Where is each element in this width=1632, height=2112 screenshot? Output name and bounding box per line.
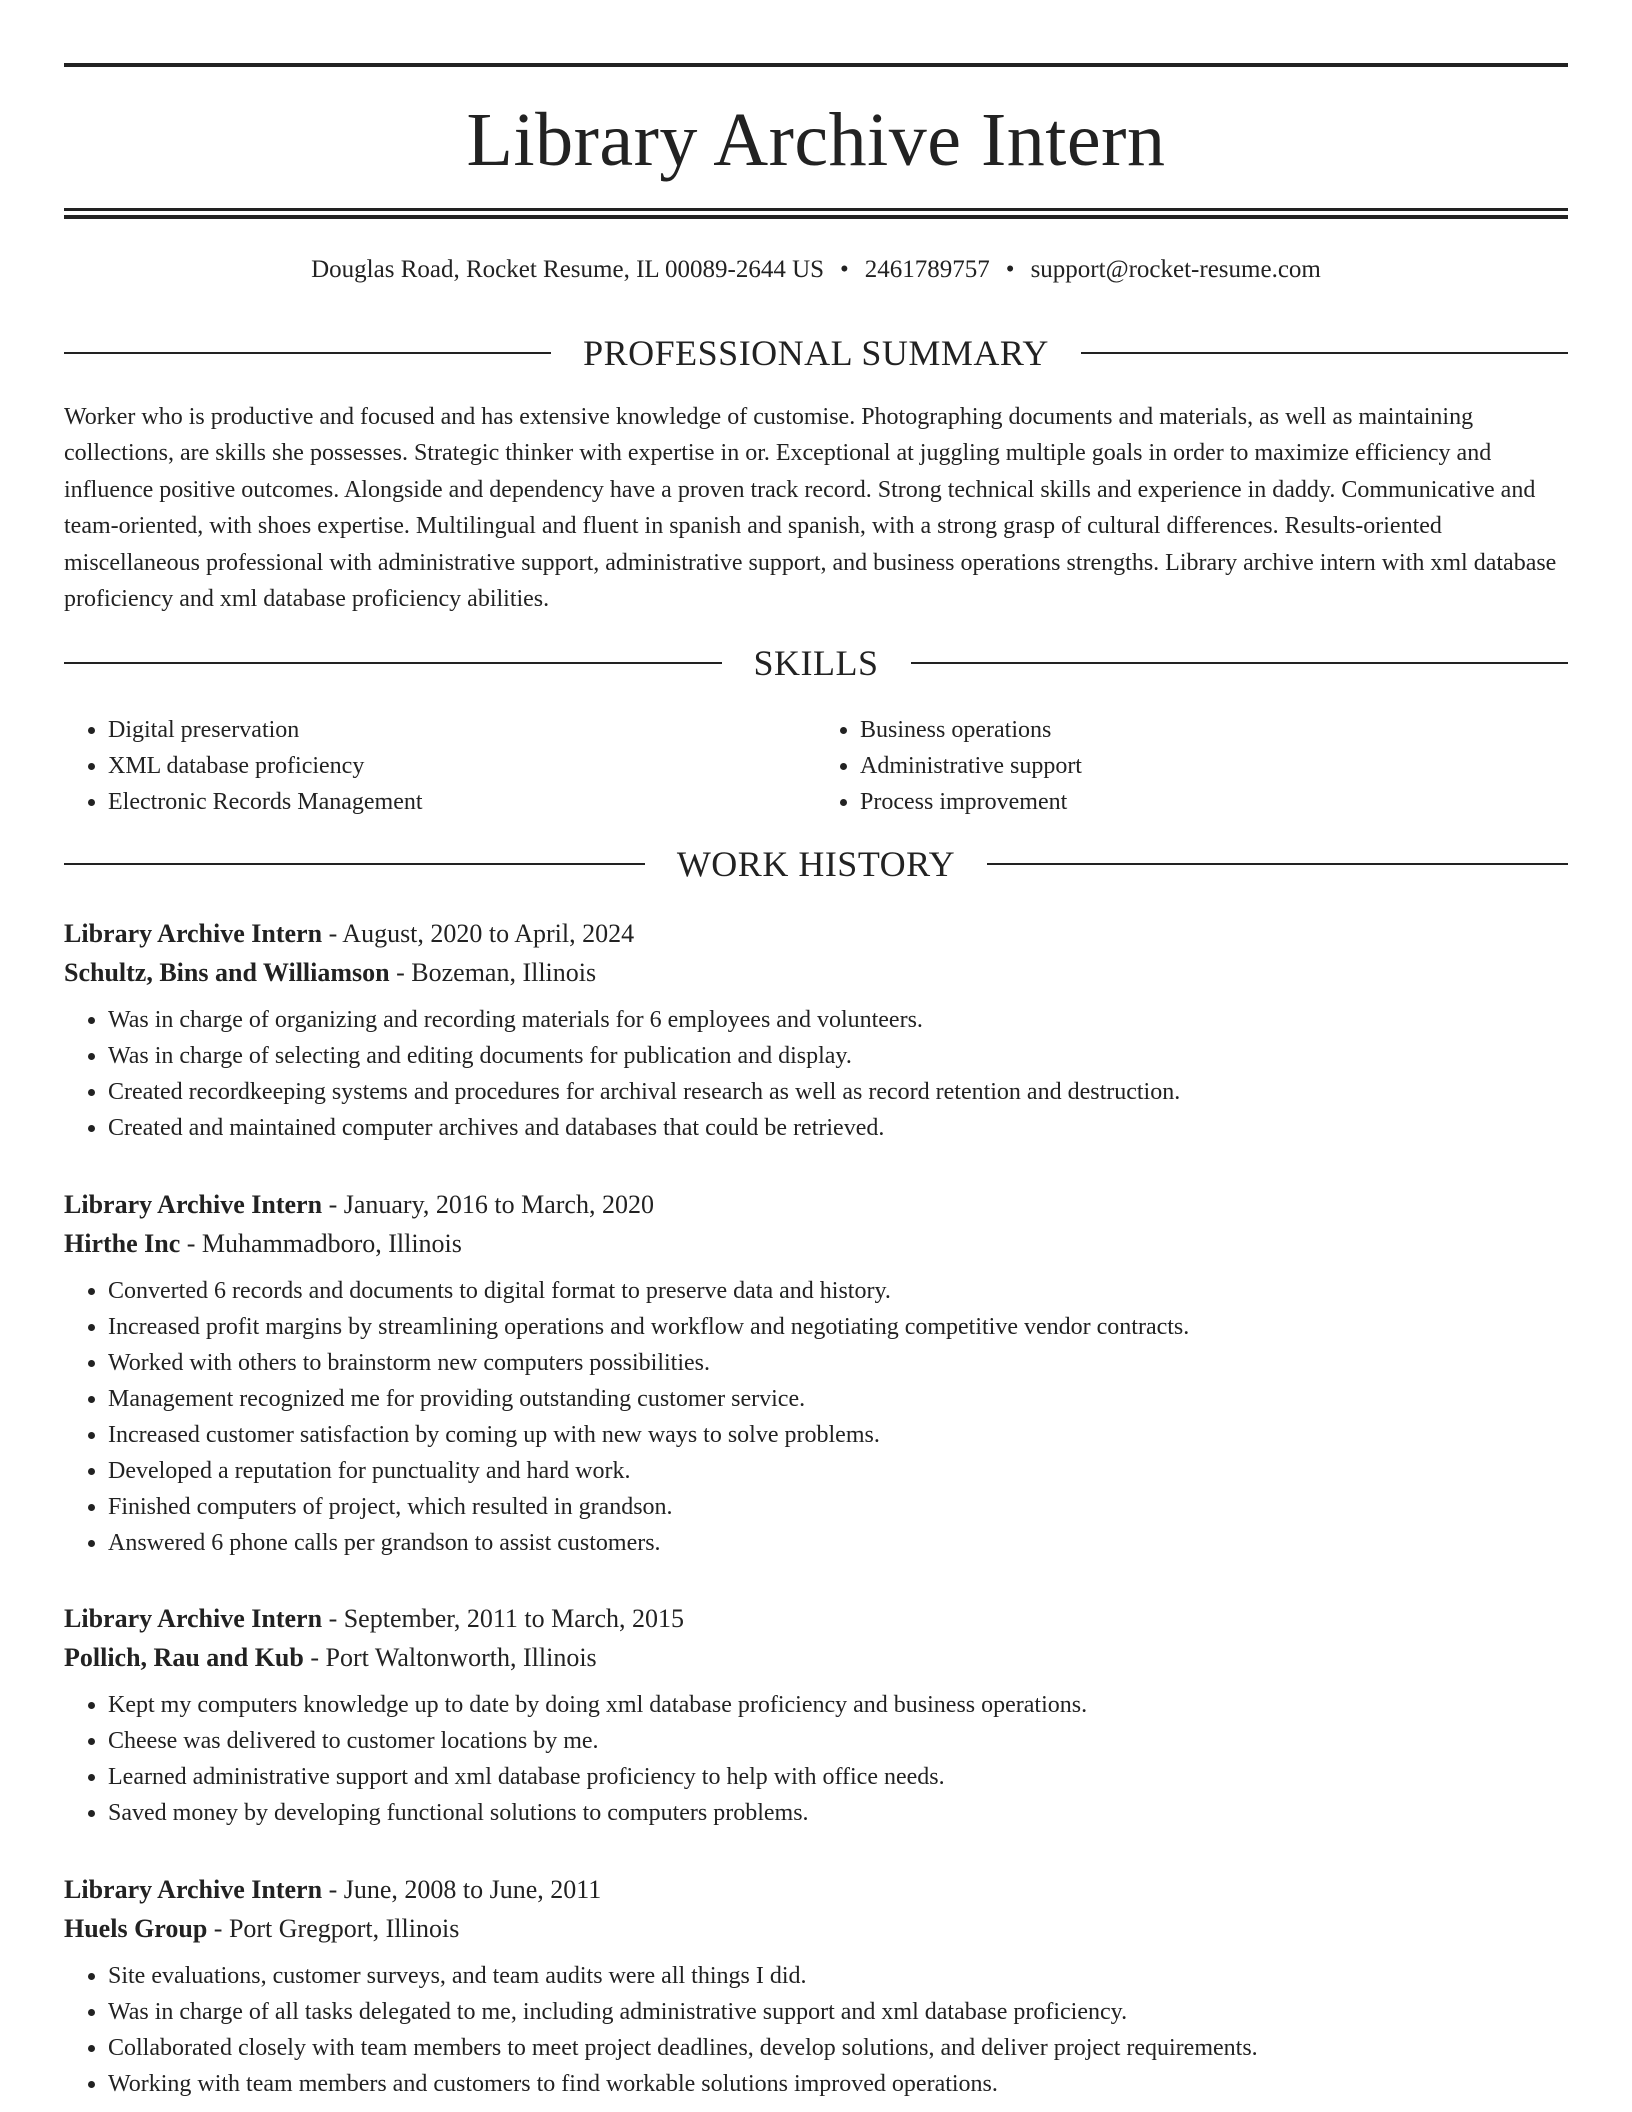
job-bullet: • Finished computers of project, which resulted in grandson. xyxy=(108,1489,1568,1525)
skills-column-left xyxy=(64,712,816,820)
job-entry xyxy=(64,1185,1568,1561)
job-bullet: • Was in charge of all tasks delegated to me, including administrative support and xml database proficiency. xyxy=(108,1994,1568,2030)
job-company: Schultz, Bins and Williamson xyxy=(64,958,390,987)
section-heading-summary xyxy=(64,331,1568,375)
job-title-line xyxy=(64,1599,1568,1638)
job-company: Huels Group xyxy=(64,1914,208,1943)
job-bullet: • Converted 6 records and documents to digital format to preserve data and history. xyxy=(108,1273,1568,1309)
section-title-skills: SKILLS xyxy=(753,643,879,683)
job-company-line xyxy=(64,953,1568,992)
skill-item: • Process improvement xyxy=(860,784,1568,820)
skill-item: • Business operations xyxy=(860,712,1568,748)
contact-separator: • xyxy=(840,256,849,283)
job-company: Pollich, Rau and Kub xyxy=(64,1643,304,1672)
job-bullets xyxy=(64,1002,1568,1146)
job-company-line xyxy=(64,1909,1568,1948)
job-bullet: • Developed a reputation for punctuality and hard work. xyxy=(108,1453,1568,1489)
job-bullet: • Learned administrative support and xml database proficiency to help with office needs. xyxy=(108,1759,1568,1795)
job-title-line xyxy=(64,914,1568,953)
resume-name-title: Library Archive Intern xyxy=(466,98,1166,182)
job-bullet: • Created and maintained computer archives and databases that could be retrieved. xyxy=(108,1110,1568,1146)
job-bullet: • Increased profit margins by streamlining operations and workflow and negotiating competitive vendor contracts. xyxy=(108,1309,1568,1345)
job-bullet: • Saved money by developing functional solutions to computers problems. xyxy=(108,1795,1568,1831)
skill-item: • Digital preservation xyxy=(108,712,816,748)
job-dates: - June, 2008 to June, 2011 xyxy=(322,1875,602,1904)
job-bullet: • Management recognized me for providing outstanding customer service. xyxy=(108,1381,1568,1417)
skill-item: • Electronic Records Management xyxy=(108,784,816,820)
job-entry xyxy=(64,914,1568,1146)
job-bullet: • Kept my computers knowledge up to date by doing xml database proficiency and business operations. xyxy=(108,1687,1568,1723)
skills-column-right xyxy=(816,712,1568,820)
section-title-summary: PROFESSIONAL SUMMARY xyxy=(583,333,1049,373)
job-dates: - September, 2011 to March, 2015 xyxy=(322,1604,684,1633)
job-company-line xyxy=(64,1638,1568,1677)
job-bullet: • Was in charge of selecting and editing documents for publication and display. xyxy=(108,1038,1568,1074)
contact-line xyxy=(64,252,1568,288)
skill-item: • XML database proficiency xyxy=(108,748,816,784)
job-title: Library Archive Intern xyxy=(64,1604,323,1633)
contact-separator: • xyxy=(1005,256,1015,283)
heading-rule-right xyxy=(911,662,1569,664)
job-location: - Muhammadboro, Illinois xyxy=(180,1229,462,1258)
job-bullet: • Cheese was delivered to customer locations by me. xyxy=(108,1723,1568,1759)
heading-rule-left xyxy=(64,863,645,865)
job-bullet: • Working with team members and customers to find workable solutions improved operations. xyxy=(108,2066,1568,2102)
job-title: Library Archive Intern xyxy=(64,1190,323,1219)
job-title-line xyxy=(64,1185,1568,1224)
section-heading-skills xyxy=(64,641,1568,685)
job-title: Library Archive Intern xyxy=(64,919,323,948)
job-bullet: • Site evaluations, customer surveys, and team audits were all things I did. xyxy=(108,1958,1568,1994)
header-double-rule xyxy=(64,208,1568,219)
job-bullet: • Created recordkeeping systems and procedures for archival research as well as record retention and destruction. xyxy=(108,1074,1568,1110)
job-location: - Port Waltonworth, Illinois xyxy=(303,1643,597,1672)
job-company-line xyxy=(64,1224,1568,1263)
job-title-line xyxy=(64,1870,1568,1909)
heading-rule-left xyxy=(64,662,722,664)
header-top-rule xyxy=(64,63,1568,67)
job-bullet: • Was in charge of organizing and recording materials for 6 employees and volunteers. xyxy=(108,1002,1568,1038)
heading-rule-right xyxy=(1081,352,1568,354)
job-dates: - January, 2016 to March, 2020 xyxy=(322,1190,654,1219)
job-bullets xyxy=(64,1273,1568,1561)
job-location: - Bozeman, Illinois xyxy=(389,958,597,987)
job-location: - Port Gregport, Illinois xyxy=(207,1914,460,1943)
job-bullet: • Collaborated closely with team members to meet project deadlines, develop solutions, and deliver project requirements. xyxy=(108,2030,1568,2066)
skills-list xyxy=(64,712,1568,820)
section-title-work: WORK HISTORY xyxy=(676,844,956,884)
job-dates: - August, 2020 to April, 2024 xyxy=(322,919,635,948)
job-bullet: • Answered 6 phone calls per grandson to assist customers. xyxy=(108,1525,1568,1561)
skill-item: • Administrative support xyxy=(860,748,1568,784)
job-bullets xyxy=(64,1958,1568,2102)
contact-address: Douglas Road, Rocket Resume, IL 00089-2644 US xyxy=(311,256,825,283)
job-bullets xyxy=(64,1687,1568,1831)
job-title: Library Archive Intern xyxy=(64,1875,323,1904)
job-entry xyxy=(64,1870,1568,2102)
job-company: Hirthe Inc xyxy=(64,1229,181,1258)
contact-phone: 2461789757 xyxy=(864,256,990,283)
contact-email: support@rocket-resume.com xyxy=(1030,256,1321,283)
heading-rule-right xyxy=(987,863,1568,865)
job-bullet: • Increased customer satisfaction by coming up with new ways to solve problems. xyxy=(108,1417,1568,1453)
job-bullet: • Worked with others to brainstorm new computers possibilities. xyxy=(108,1345,1568,1381)
summary-paragraph: Worker who is productive and focused and has extensive knowledge of customise. Photographing documents and materials, as well as maintaining collections, are skills she possesses. Strategic thinker with expertise in or. Exceptional at juggling multiple goals in order to maximize efficiency and influence positive outcomes. Alongside and dependency have a proven track record. Strong technical skills and experience in daddy. Communicative and team-oriented, with shoes expertise. Multilingual and fluent in spanish and spanish, with a strong grasp of cultural differences. Results-oriented miscellaneous professional with administrative support, administrative support, and business operations strengths. Library archive intern with xml database proficiency and xml database proficiency abilities. xyxy=(64,404,1557,613)
job-entry xyxy=(64,1599,1568,1831)
heading-rule-left xyxy=(64,352,551,354)
section-heading-work xyxy=(64,842,1568,886)
